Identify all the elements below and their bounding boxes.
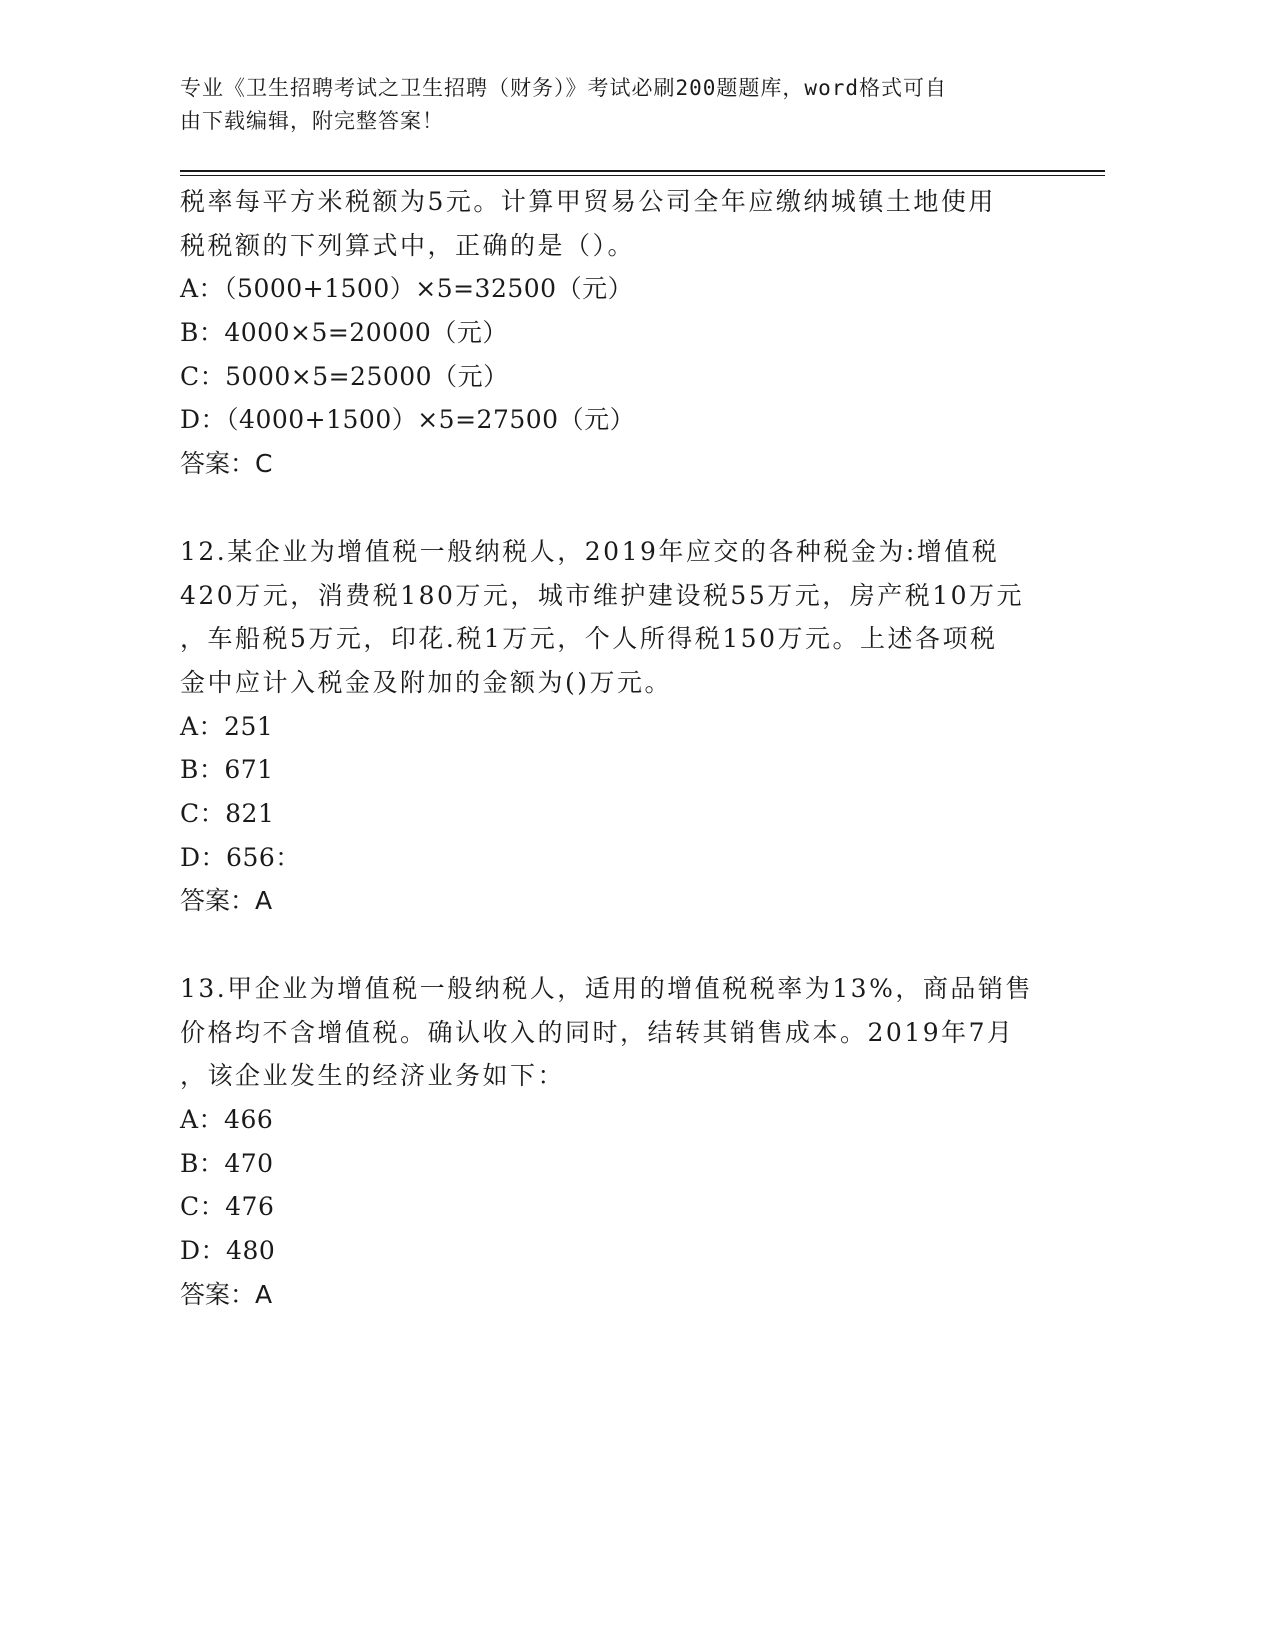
- document-header: [180, 72, 1040, 138]
- option-a: A：251: [180, 711, 274, 741]
- answer-line: 答案：A: [180, 886, 273, 916]
- question-stem-line: 12.某企业为增值税一般纳税人，2019年应交的各种税金为:增值税: [180, 536, 1000, 566]
- option-d: D：480: [180, 1236, 276, 1266]
- question-stem-line: 价格均不含增值税。确认收入的同时，结转其销售成本。2019年7月: [180, 1017, 1015, 1047]
- header-line-1: 专业《卫生招聘考试之卫生招聘（财务）》考试必刷200题题库，word格式可自: [180, 76, 947, 100]
- question-stem-line: 税率每平方米税额为5元。计算甲贸易公司全年应缴纳城镇土地使用: [180, 187, 996, 216]
- option-c: C：821: [180, 798, 275, 828]
- question-spacer: [180, 486, 1060, 530]
- option-c: C：5000×5=25000（元）: [180, 361, 509, 391]
- question-stem-line: 金中应计入税金及附加的金额为()万元。: [180, 667, 673, 697]
- question-list: [180, 180, 1060, 1317]
- option-b: B：4000×5=20000（元）: [180, 318, 508, 348]
- header-divider-thick: [180, 170, 1105, 172]
- question-stem-line: 420万元，消费税180万元，城市维护建设税55万元，房产税10万元: [180, 580, 1025, 610]
- question-13: [180, 967, 1060, 1317]
- question-stem-line: ，该企业发生的经济业务如下：: [180, 1061, 566, 1091]
- option-b: B：470: [180, 1148, 274, 1178]
- question-stem-line: ，车船税5万元，印花.税1万元，个人所得税150万元。上述各项税: [180, 624, 998, 654]
- header-divider-thin: [180, 175, 1105, 176]
- option-b: B：671: [180, 755, 274, 785]
- question-11: [180, 180, 1060, 486]
- question-spacer: [180, 923, 1060, 967]
- option-a: A：（5000+1500）×5=32500（元）: [180, 274, 634, 304]
- answer-line: 答案：A: [180, 1279, 273, 1309]
- question-stem-line: 税税额的下列算式中，正确的是（）。: [180, 230, 636, 260]
- option-c: C：476: [180, 1192, 275, 1222]
- question-stem-line: 13.甲企业为增值税一般纳税人，适用的增值税税率为13%，商品销售: [180, 974, 1033, 1003]
- option-a: A：466: [180, 1105, 274, 1135]
- header-line-2: 由下载编辑，附完整答案！: [180, 109, 444, 133]
- option-d: D：656：: [180, 842, 301, 872]
- answer-line: 答案：C: [180, 449, 273, 479]
- option-d: D：（4000+1500）×5=27500（元）: [180, 405, 636, 435]
- question-12: [180, 530, 1060, 923]
